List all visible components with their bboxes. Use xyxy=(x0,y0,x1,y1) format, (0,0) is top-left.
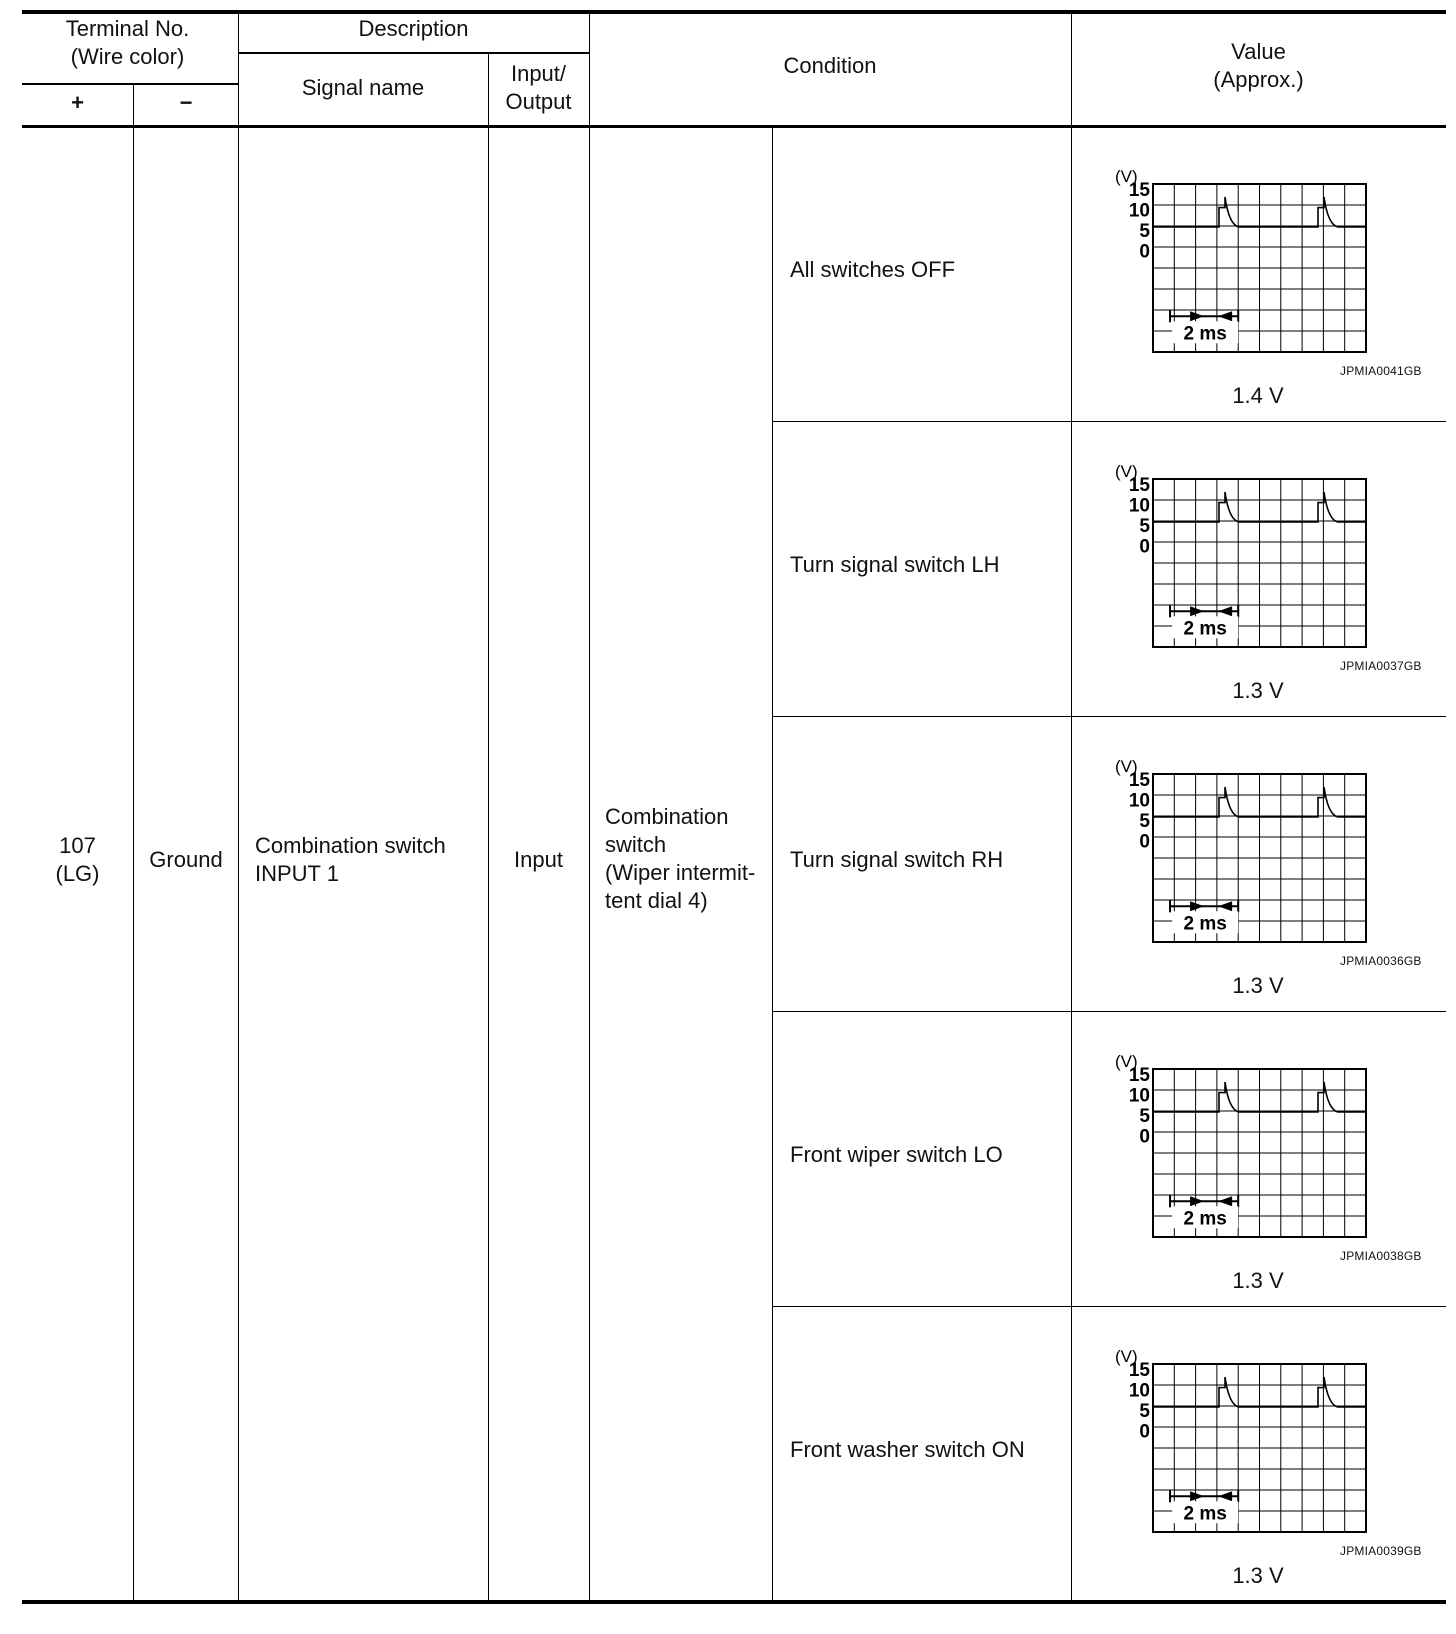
y-tick-label: 0 xyxy=(1139,536,1150,558)
time-division-label: 2 ms xyxy=(1183,913,1227,935)
col-rule-4 xyxy=(589,12,590,1601)
y-tick-label: 10 xyxy=(1128,790,1150,812)
y-tick-label: 5 xyxy=(1139,1106,1150,1127)
y-tick-label: 15 xyxy=(1128,475,1150,496)
col-rule-2 xyxy=(238,12,239,1601)
header-input-output: Input/ Output xyxy=(505,61,572,114)
y-tick-label: 0 xyxy=(1139,1421,1150,1443)
terminal-plus-cell: 107 (LG) xyxy=(55,833,100,886)
header-condition: Condition xyxy=(783,53,877,78)
y-tick-label: 10 xyxy=(1128,1085,1150,1107)
header-signal-name: Signal name xyxy=(301,75,425,100)
y-tick-label: 15 xyxy=(1128,180,1150,201)
time-division-label: 2 ms xyxy=(1183,1208,1227,1230)
scope-unit-label: (V) xyxy=(1115,1347,1138,1366)
value-reading: 1.4 V xyxy=(1232,383,1284,408)
figure-code: JPMIA0041GB xyxy=(1340,364,1422,378)
time-marker-arrow xyxy=(1190,901,1204,911)
time-division-label: 2 ms xyxy=(1183,1503,1227,1525)
value-reading: 1.3 V xyxy=(1232,1268,1284,1293)
time-marker-arrow xyxy=(1218,311,1232,321)
table-bottom-rule xyxy=(22,1600,1446,1604)
time-marker-arrow xyxy=(1190,1196,1204,1206)
condition-label: Front wiper switch LO xyxy=(790,1142,1003,1167)
scope-unit-label: (V) xyxy=(1115,167,1138,186)
waveform-figure xyxy=(1113,461,1433,671)
y-tick-label: 0 xyxy=(1139,241,1150,263)
value-reading: 1.3 V xyxy=(1232,678,1284,703)
y-tick-label: 0 xyxy=(1139,1126,1150,1148)
col-rule-3 xyxy=(488,53,489,1601)
condition-label: Turn signal switch LH xyxy=(790,552,1000,577)
row-divider-1 xyxy=(772,421,1446,422)
header-bottom-rule xyxy=(22,125,1446,128)
y-tick-label: 15 xyxy=(1128,770,1150,791)
header-value: Value (Approx.) xyxy=(1213,39,1304,92)
header-plus: + xyxy=(71,90,84,115)
row-divider-3 xyxy=(772,1011,1446,1012)
time-marker-arrow xyxy=(1190,606,1204,616)
header-description: Description xyxy=(358,16,469,41)
waveform-figure xyxy=(1113,1346,1433,1556)
condition-label: Turn signal switch RH xyxy=(790,847,1004,872)
figure-code: JPMIA0038GB xyxy=(1340,1249,1422,1263)
y-tick-label: 10 xyxy=(1128,1380,1150,1402)
time-marker-arrow xyxy=(1190,1491,1204,1501)
header-minus: − xyxy=(179,90,193,115)
time-marker-arrow xyxy=(1218,1196,1232,1206)
condition-label: All switches OFF xyxy=(790,257,956,282)
waveform-figure xyxy=(1113,1051,1433,1261)
row-divider-4 xyxy=(772,1306,1446,1307)
condition-group-cell: Combination switch (Wiper intermit- tent dial 4) xyxy=(605,804,756,913)
time-marker-arrow xyxy=(1190,311,1204,321)
time-marker-arrow xyxy=(1218,606,1232,616)
figure-code: JPMIA0039GB xyxy=(1340,1544,1422,1558)
y-tick-label: 5 xyxy=(1139,221,1150,242)
y-tick-label: 10 xyxy=(1128,495,1150,517)
scope-unit-label: (V) xyxy=(1115,757,1138,776)
waveform-figure xyxy=(1113,756,1433,966)
y-tick-label: 15 xyxy=(1128,1065,1150,1086)
y-tick-label: 5 xyxy=(1139,811,1150,832)
time-division-label: 2 ms xyxy=(1183,618,1227,640)
terminal-minus-cell: Ground xyxy=(149,847,223,872)
row-divider-2 xyxy=(772,716,1446,717)
time-marker-arrow xyxy=(1218,1491,1232,1501)
condition-label: Front washer switch ON xyxy=(790,1437,1025,1462)
value-reading: 1.3 V xyxy=(1232,1563,1284,1588)
figure-code: JPMIA0036GB xyxy=(1340,954,1422,968)
scope-unit-label: (V) xyxy=(1115,1052,1138,1071)
table-top-rule xyxy=(22,10,1446,14)
header-rule-description xyxy=(238,52,590,54)
time-marker-arrow xyxy=(1218,901,1232,911)
signal-name-cell: Combination switch INPUT 1 xyxy=(255,833,446,886)
y-tick-label: 0 xyxy=(1139,831,1150,853)
y-tick-label: 15 xyxy=(1128,1360,1150,1381)
y-tick-label: 10 xyxy=(1128,200,1150,222)
col-rule-5 xyxy=(772,126,773,1601)
y-tick-label: 5 xyxy=(1139,1401,1150,1422)
waveform-figure xyxy=(1113,166,1433,376)
time-division-label: 2 ms xyxy=(1183,323,1227,345)
col-rule-6 xyxy=(1071,12,1072,1601)
header-rule-terminal xyxy=(22,83,238,85)
col-rule-1 xyxy=(133,84,134,1601)
value-reading: 1.3 V xyxy=(1232,973,1284,998)
header-terminal-no: Terminal No. (Wire color) xyxy=(65,16,190,69)
y-tick-label: 5 xyxy=(1139,516,1150,537)
scope-unit-label: (V) xyxy=(1115,462,1138,481)
io-cell: Input xyxy=(514,847,563,872)
figure-code: JPMIA0037GB xyxy=(1340,659,1422,673)
